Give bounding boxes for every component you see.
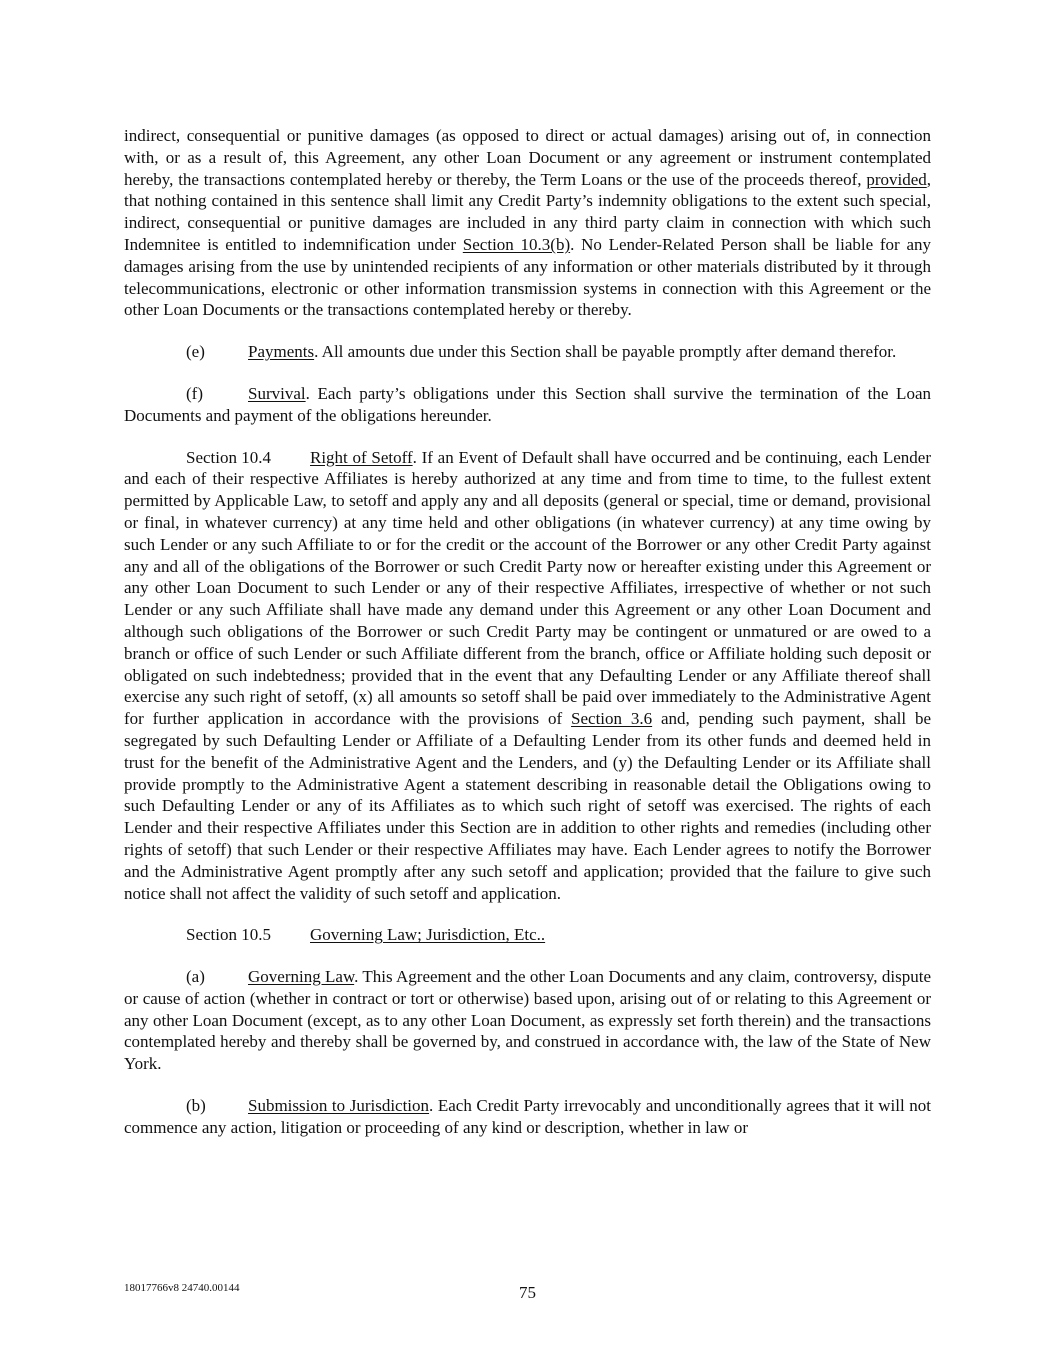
clause-label: (f): [186, 383, 203, 403]
clause-heading: Payments: [248, 342, 315, 362]
clause-text: . This Agreement and the other Loan Documents and any claim, controversy, dispute or cause of action (whether in contract or tort or otherwise) based upon, arising out of or relating to this Agreement or any other Loan Document (except, as to any other Loan Document, as expressly set forth therein) and the transactions contemplated hereby and thereby shall be governed by, and construed in accordance with, the law of the State of New York.: [124, 967, 931, 1074]
footer-document-id: 18017766v8 24740.00144: [124, 1282, 240, 1294]
section-reference-link[interactable]: Section 10.3(b): [462, 234, 571, 254]
document-page: [124, 125, 931, 1159]
paragraph-payments: [124, 341, 931, 363]
clause-text: . Each Credit Party irrevocably and unconditionally agrees that it will not commence any action, litigation or proceeding of any kind or description, whether in law or: [124, 1096, 931, 1137]
page-number: 75: [519, 1283, 536, 1302]
section-reference-link[interactable]: Section 3.6: [571, 709, 653, 729]
clause-heading: Submission to Jurisdiction: [248, 1096, 430, 1116]
clause-label: (b): [186, 1096, 206, 1116]
clause-label: (e): [186, 342, 205, 362]
section-label: Section 10.4: [186, 447, 271, 467]
section-governing-law-heading: [124, 924, 931, 946]
clause-label: (a): [186, 967, 205, 987]
paragraph-submission-to-jurisdiction: [124, 1095, 931, 1139]
clause-heading: Governing Law: [248, 967, 355, 987]
clause-text: . All amounts due under this Section shall be payable promptly after demand therefor.: [314, 342, 897, 362]
section-heading: Right of Setoff: [310, 447, 413, 467]
clause-text: . Each party’s obligations under this Section shall survive the termination of the Loan Documents and payment of the obligations hereunder.: [124, 383, 931, 425]
section-text: . If an Event of Default shall have occurred and be continuing, each Lender and each of their respective Affiliates is hereby authorized at any time and from time to time, to the fullest extent permitted by Applicable Law, to setoff and apply any and all deposits (general or special, time or demand, provisional or final, in whatever currency) at any time held and other obligations (in whatever currency) at any time owing by such Lender or any such Affiliate to or for the credit or the account of the Borrower or any other Credit Party against any and all of the obligations of the Borrower or such Credit Party now or hereafter existing under this Agreement or any other Loan Document to such Lender or any of their respective Affiliates, irrespective of whether or not such Lender or any such Affiliate shall have made any demand under this Agreement or any other Loan Document and although such obligations of the Borrower or such Credit Party may be contingent or unmatured or are owed to a branch or office of such Lender or such Affiliate different from the branch, office or Affiliate holding such deposit or obligated on such indebtedness; provided that in the event that any Defaulting Lender or any Affiliate thereof shall exercise any such right of setoff, (x) all amounts so setoff shall be paid over immediately to the Administrative Agent for further application in accordance with the provisions of: [124, 447, 931, 729]
paragraph-text: indirect, consequential or punitive damages (as opposed to direct or actual damages) arising out of, in connection with, or as a result of, this Agreement, any other Loan Document or any agreement or instrument contemplated hereby, the transactions contemplated hereby or thereby, the Term Loans or the use of the proceeds thereof,: [124, 126, 931, 189]
section-label: Section 10.5: [186, 925, 271, 945]
paragraph-text: , that nothing contained in this sentence shall limit any Credit Party’s indemnity obligations to the extent such special, indirect, consequential or punitive damages are included in any third party claim in connection with which such Indemnitee is entitled to indemnification under: [124, 169, 931, 254]
provided-term: provided: [866, 169, 927, 189]
section-right-of-setoff: [124, 447, 931, 905]
paragraph-governing-law: [124, 966, 931, 1075]
section-text: and, pending such payment, shall be segregated by such Defaulting Lender or Affiliate of a Defaulting Lender from its other funds and deemed held in trust for the benefit of the Administrative Agent and the Lenders, and (y) the Defaulting Lender or its Affiliate shall provide promptly to the Administrative Agent a statement describing in reasonable detail the Obligations owing to such Defaulting Lender or any of its Affiliates as to which such right of setoff was exercised. The rights of each Lender and their respective Affiliates under this Section are in addition to other rights and remedies (including other rights of setoff) that such Lender or their respective Affiliates may have. Each Lender agrees to notify the Borrower and the Administrative Agent promptly after any such setoff and application; provided that the failure to give such notice shall not affect the validity of such setoff and application.: [124, 709, 931, 903]
section-heading: Governing Law; Jurisdiction, Etc..: [310, 925, 546, 945]
clause-heading: Survival: [248, 383, 306, 403]
paragraph-survival: [124, 383, 931, 427]
paragraph-indemnity-continued: [124, 125, 931, 321]
paragraph-text: . No Lender-Related Person shall be liable for any damages arising from the use by unintended recipients of any information or other materials distributed by it through telecommunications, electronic or other information transmission systems in connection with this Agreement or the other Loan Documents or the transactions contemplated hereby or thereby.: [124, 234, 931, 320]
